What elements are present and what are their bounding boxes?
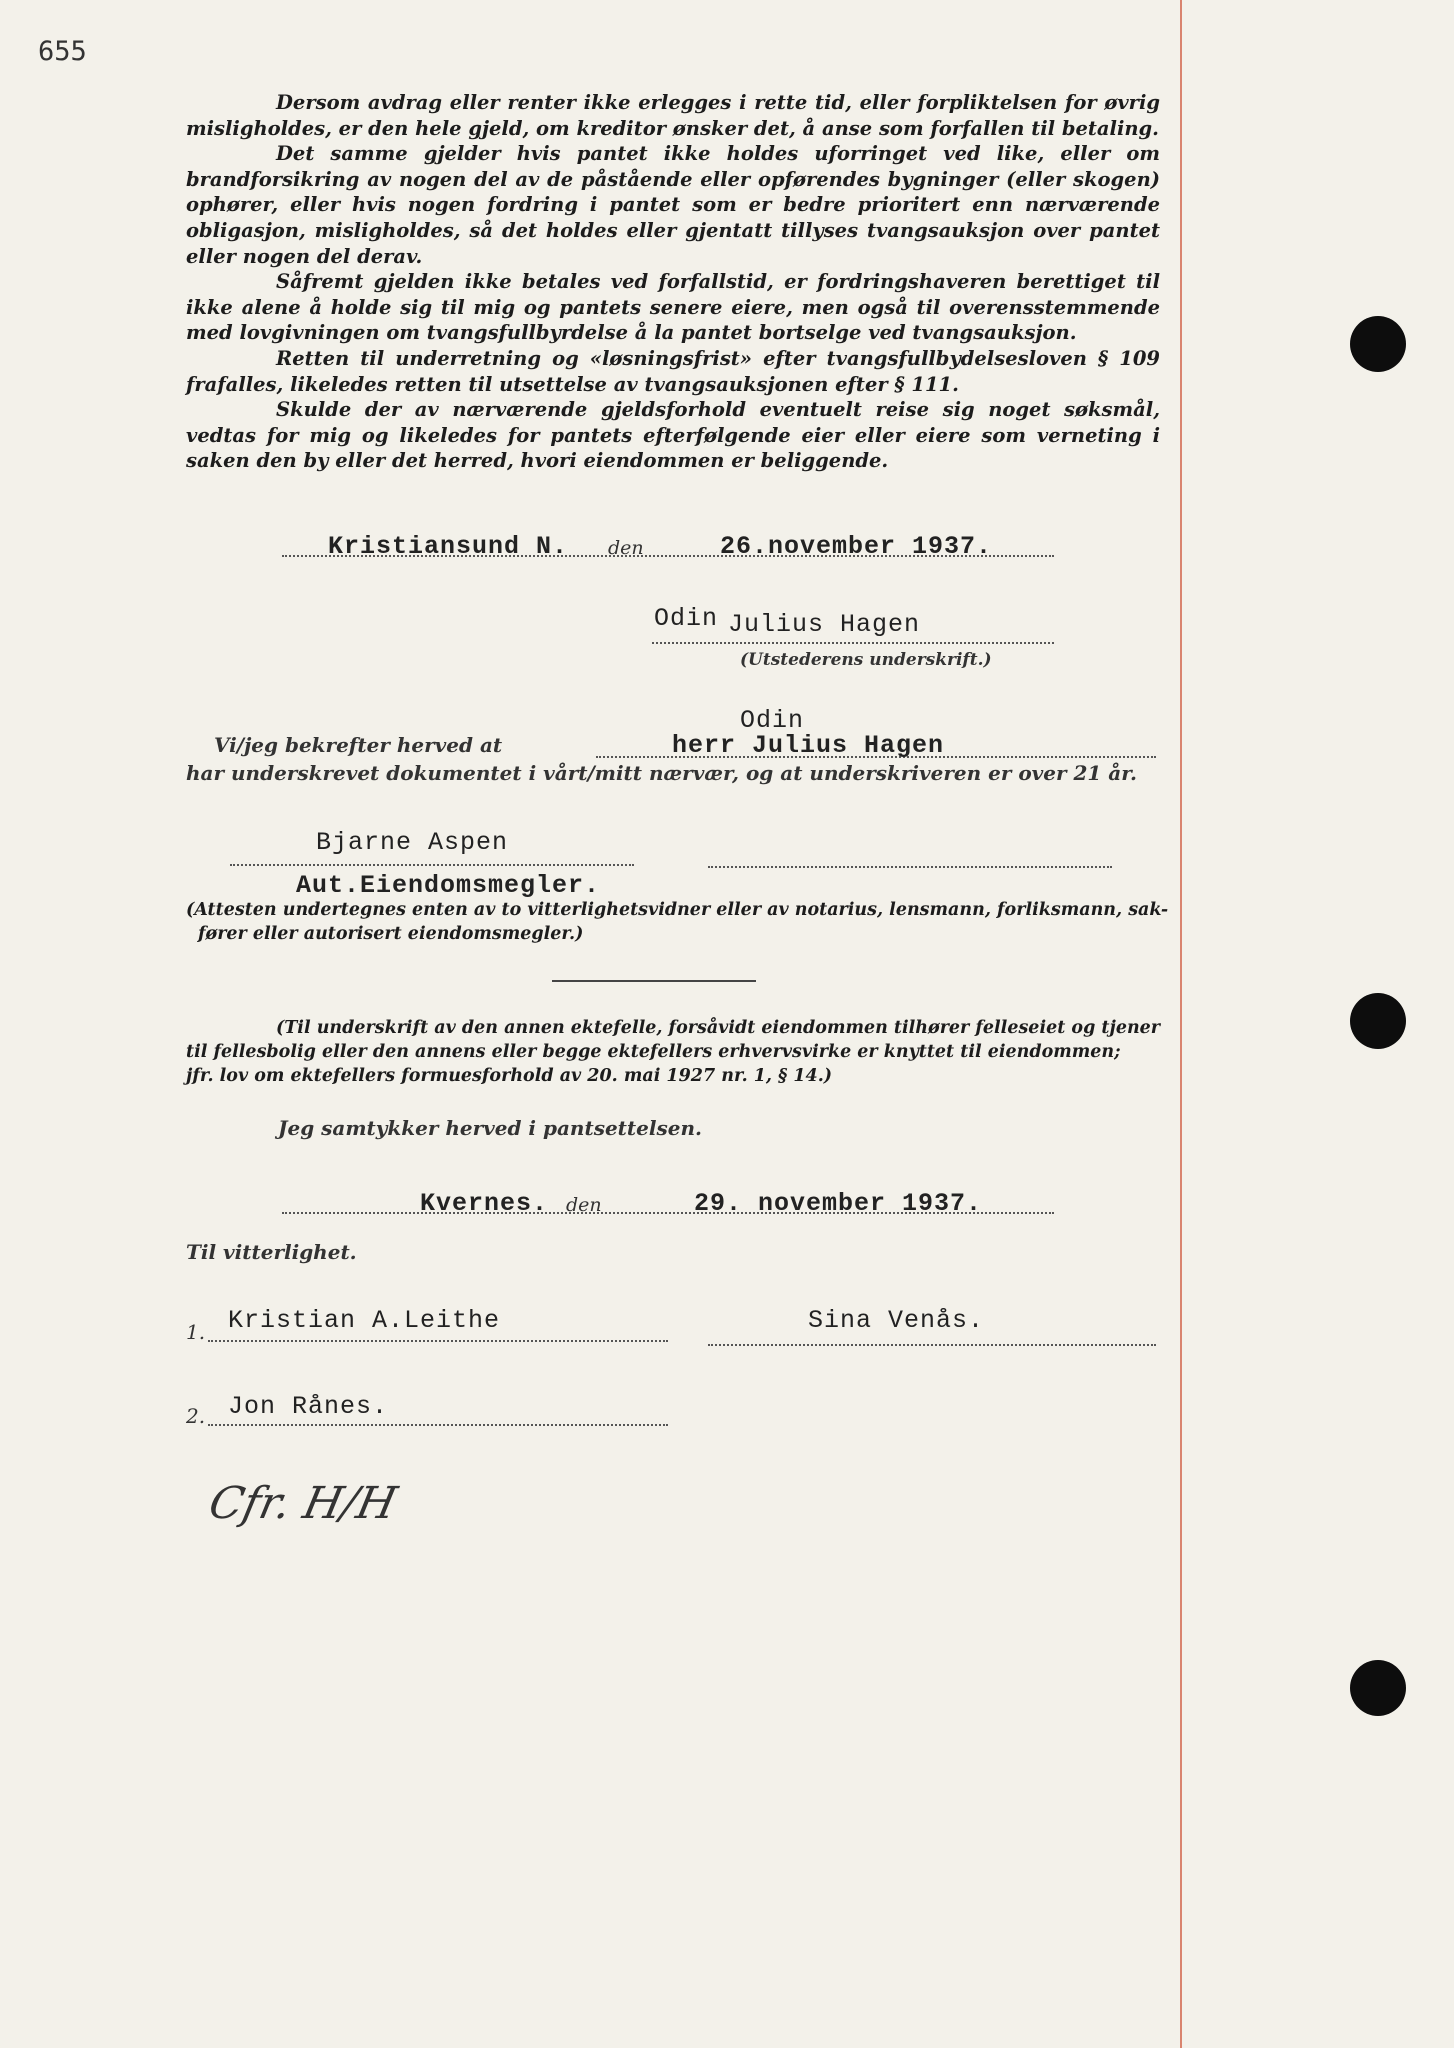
binder-hole bbox=[1350, 316, 1406, 372]
paragraph: Retten til underretning og «løsningsfrist» efter tvangsfullbydelsesloven § 109 frafalles, likeledes retten til utsettelse av tvangsauksjonen efter § 111. bbox=[186, 346, 1160, 396]
issuer-caption: (Utstederens underskrift.) bbox=[740, 650, 992, 670]
attest-lead: Vi/jeg bekrefter herved at bbox=[214, 733, 503, 757]
paragraph: Det samme gjelder hvis pantet ikke holdes uforringet ved like, eller om brandforsikring av nogen del av de påstående eller opførendes bygninger (eller skogen) ophører, eller hvis nogen fordring i pantet som er bedre prioritert enn nærværende obligasjon, misligholdes, så det holdes eller gjentatt tillyses tvangsauksjon over pantet eller nogen del derav. bbox=[186, 142, 1160, 268]
attest-first-name: Odin bbox=[740, 706, 805, 735]
terms-text bbox=[186, 90, 1160, 474]
witness1-name: Kristian A.Leithe bbox=[228, 1306, 501, 1335]
witness-line bbox=[708, 866, 1112, 868]
handwritten-note: Cfr. H/H bbox=[204, 1478, 402, 1529]
spouse-note: (Til underskrift av den annen ektefelle, forsåvidt eiendommen tilhører felleseiet og tjener til fellesbolig eller den annens eller begge ektefellers erhvervsvirke er knyttet til eiendommen; jfr. lov om ektefellers formuesforhold av 20. mai 1927 nr. 1, § 14.) bbox=[186, 1018, 1161, 1086]
attest-witness-title: Aut.Eiendomsmegler. bbox=[296, 871, 601, 900]
den-label: den bbox=[566, 1194, 602, 1216]
issuer-date: 26.november 1937. bbox=[720, 532, 993, 561]
separator-rule bbox=[552, 980, 756, 982]
witness-line bbox=[208, 1340, 668, 1342]
paragraph: Dersom avdrag eller renter ikke erlegges i rette tid, eller forpliktelsen for øvrig misligholdes, er den hele gjeld, om kreditor ønsker det, å anse som forfallen til betaling. bbox=[186, 91, 1160, 140]
attest-name: herr Julius Hagen bbox=[672, 731, 945, 760]
witness-line bbox=[230, 864, 634, 866]
den-label: den bbox=[608, 537, 644, 559]
issuer-name: Julius Hagen bbox=[728, 610, 921, 639]
binder-hole bbox=[1350, 1660, 1406, 1716]
witness1-number: 1. bbox=[186, 1320, 206, 1344]
consent-text: Jeg samtykker herved i pantsettelsen. bbox=[278, 1116, 702, 1140]
page-number: 655 bbox=[38, 36, 87, 67]
paragraph: Såfremt gjelden ikke betales ved forfallstid, er fordringshaveren berettiget til ikke alene å holde sig til mig og pantets senere eiere, men også til overensstemmende med lovgivningen om tvangsfullbyrdelse å la pantet bortselge ved tvangsauksjon. bbox=[186, 270, 1160, 345]
binder-hole bbox=[1350, 993, 1406, 1049]
paragraph: Skulde der av nærværende gjeldsforhold eventuelt reise sig noget søksmål, vedtas for mig og likeledes for pantets efterfølgende eier eller eiere som verneting i saken den by eller det herred, hvori eiendommen er beliggende. bbox=[186, 398, 1160, 473]
witness-line bbox=[208, 1424, 668, 1426]
witness2-number: 2. bbox=[186, 1404, 206, 1428]
signature-line bbox=[708, 1344, 1156, 1346]
margin-line bbox=[1180, 0, 1182, 2048]
spouse-date: 29. november 1937. bbox=[694, 1189, 983, 1218]
witness2-name: Jon Rånes. bbox=[228, 1392, 389, 1421]
attest-note: (Attesten undertegnes enten av to vitterlighetsvidner eller av notarius, lensmann, forliksmann, sak- fører eller autorisert eiendomsmegler.) bbox=[186, 900, 1169, 944]
attest-witness-name: Bjarne Aspen bbox=[316, 828, 509, 857]
spouse-signature: Sina Venås. bbox=[808, 1306, 985, 1335]
signature-line bbox=[652, 642, 1054, 644]
spouse-place: Kvernes. bbox=[420, 1189, 549, 1218]
issuer-place: Kristiansund N. bbox=[328, 532, 569, 561]
issuer-first-name: Odin bbox=[654, 604, 719, 633]
witness-heading: Til vitterlighet. bbox=[186, 1240, 357, 1264]
attest-continuation: har underskrevet dokumentet i vårt/mitt nærvær, og at underskriveren er over 21 år. bbox=[186, 761, 1137, 785]
